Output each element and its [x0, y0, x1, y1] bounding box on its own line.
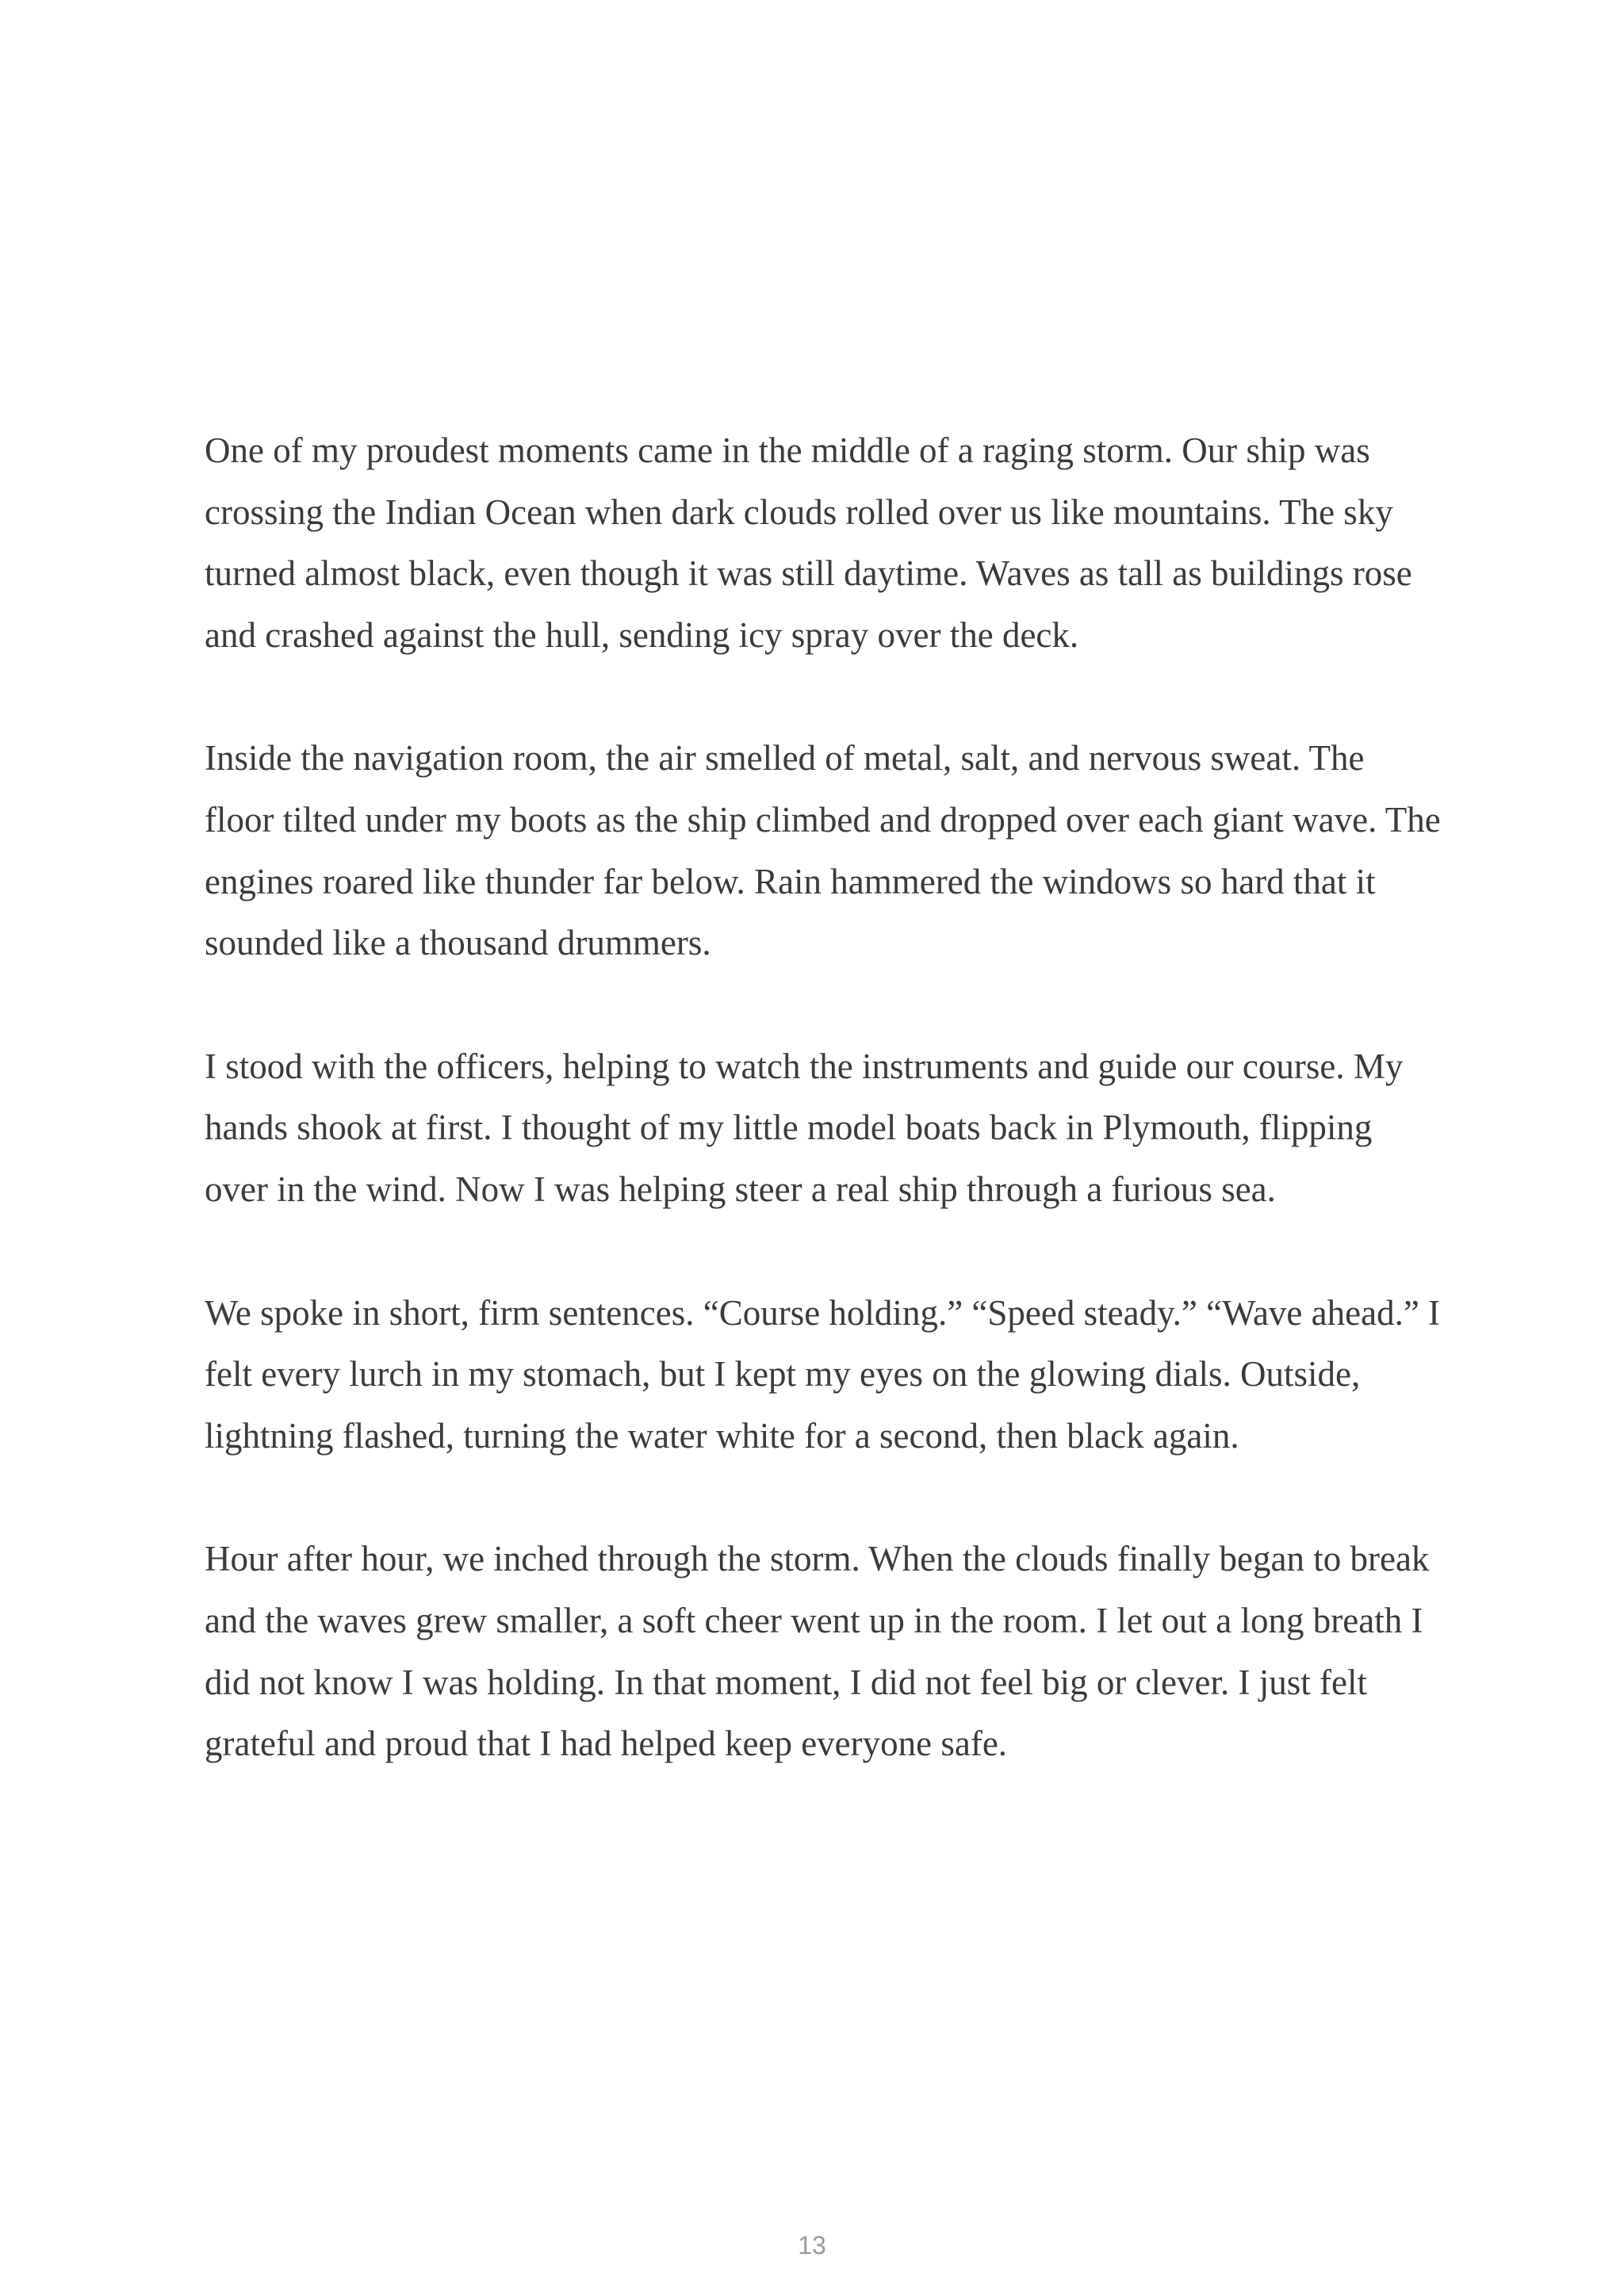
paragraph: I stood with the officers, helping to watch the instruments and guide our course. My hands shook at first. I thought of my little model boats back in Plymouth, flipping over in the wind. Now I was helping steer a real ship through a furious sea. — [205, 1046, 1404, 1209]
page-number: 13 — [798, 2231, 826, 2260]
body-text — [205, 420, 1442, 1837]
paragraph: Inside the navigation room, the air smelled of metal, salt, and nervous sweat. The floor tilted under my boots as the ship climbed and dropped over each giant wave. The engines roared like thunder far below. Rain hammered the windows so hard that it sounded like a thousand drummers. — [205, 738, 1441, 963]
paragraph: One of my proudest moments came in the middle of a raging storm. Our ship was crossing the Indian Ocean when dark clouds rolled over us like mountains. The sky turned almost black, even though it was still daytime. Waves as tall as buildings rose and crashed against the hull, sending icy spray over the deck. — [205, 430, 1412, 655]
paragraph: Hour after hour, we inched through the storm. When the clouds finally began to break and the waves grew smaller, a soft cheer went up in the room. I let out a long breath I did not know I was holding. In that moment, I did not feel big or clever. I just felt grateful and proud that I had helped keep everyone safe. — [205, 1539, 1430, 1764]
paragraph: We spoke in short, firm sentences. “Course holding.” “Speed steady.” “Wave ahead.” I felt every lurch in my stomach, but I kept my eyes on the glowing dials. Outside, lightning flashed, turning the water white for a second, then black again. — [205, 1292, 1441, 1456]
